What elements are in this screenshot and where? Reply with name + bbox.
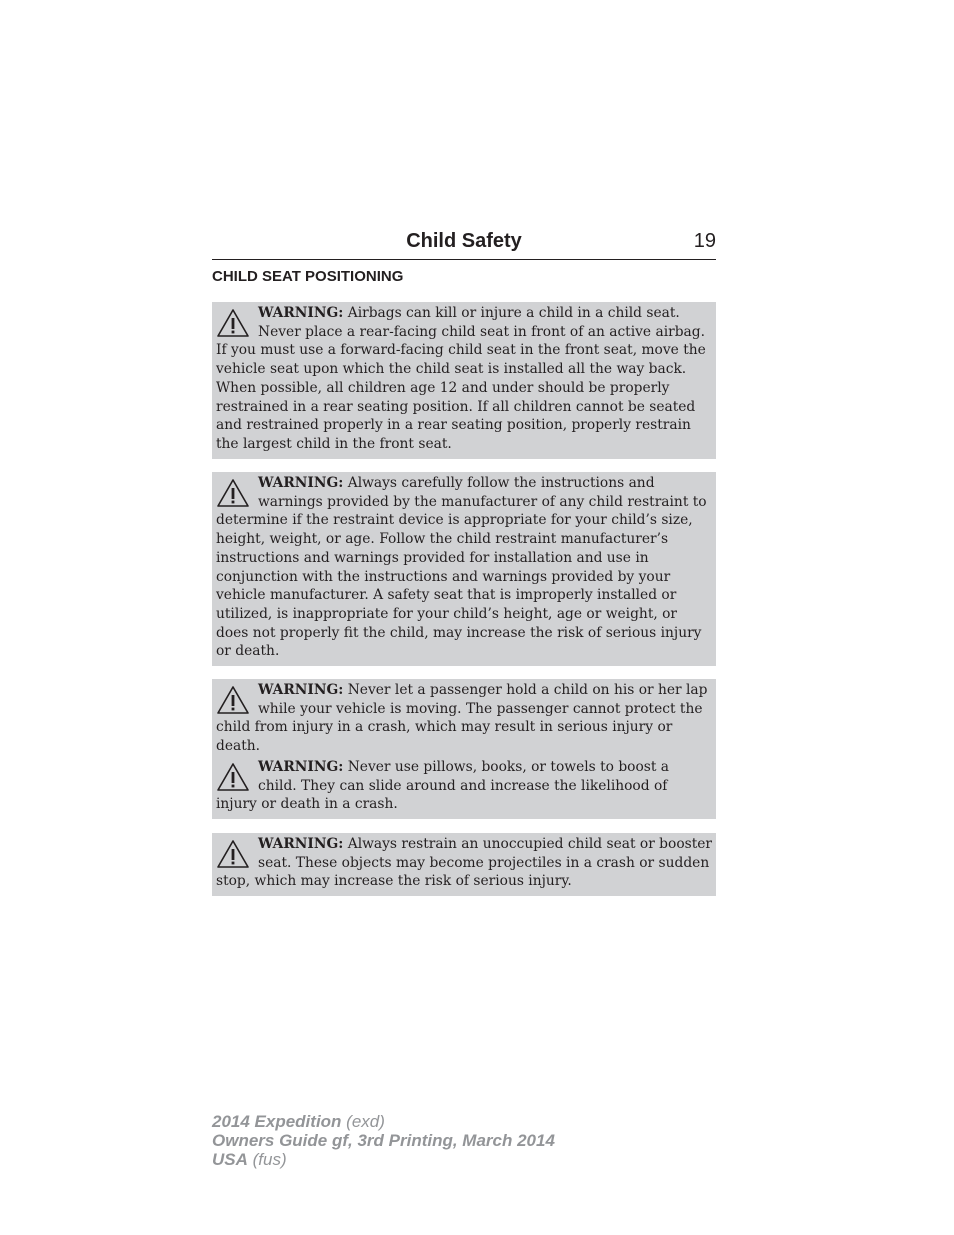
warning-box: [212, 302, 716, 459]
warning-triangle-icon: [216, 762, 250, 792]
footer-model-code: (exd): [341, 1112, 385, 1131]
warning-text: Never let a passenger hold a child on his or her lap while your vehicle is moving. The passenger cannot protect the child from injury in a crash, which may result in serious injury or death.: [216, 682, 708, 755]
warning-triangle-icon: [216, 308, 250, 338]
document-footer: [212, 1112, 555, 1169]
warning-label: WARNING:: [258, 682, 344, 698]
warning-box: [212, 472, 716, 666]
warning-text: Airbags can kill or injure a child in a child seat. Never place a rear-facing child seat in front of an active airbag. If you must use a forward-facing child seat in the front seat, move the vehicle seat upon which the child seat is installed all the way back. When possible, all children age 12 and under should be properly restrained in a rear seating position. If all children cannot be seated and restrained properly in a rear seating position, properly restrain the largest child in the front seat.: [216, 305, 706, 452]
warning-label: WARNING:: [258, 836, 344, 852]
footer-market: USA: [212, 1150, 248, 1169]
warning-triangle-icon: [216, 685, 250, 715]
footer-model-name: 2014 Expedition: [212, 1112, 342, 1131]
warning-triangle-icon: [216, 478, 250, 508]
warning-text: Always restrain an unoccupied child seat or booster seat. These objects may become projectiles in a crash or sudden stop, which may increase the risk of serious injury.: [216, 836, 713, 890]
footer-line-market: [212, 1150, 555, 1169]
warning-text: Always carefully follow the instructions and warnings provided by the manufacturer of any child restraint to determine if the restraint device is appropriate for your child’s size, height, weight, or age. Follow the child restraint manufacturer’s instructions and warnings provided for installation and use in conjunction with the instructions and warnings provided by your vehicle manufacturer. A safety seat that is improperly installed or utilized, is inappropriate for your child’s height, age or weight, or does not properly fit the child, may increase the risk of serious injury or death.: [216, 475, 707, 660]
warning-triangle-icon: [216, 839, 250, 869]
warning-label: WARNING:: [258, 759, 344, 775]
warning-label: WARNING:: [258, 305, 344, 321]
warning-text: Never use pillows, books, or towels to boost a child. They can slide around and increase the likelihood of injury or death in a crash.: [216, 759, 670, 813]
footer-line-printing: [212, 1131, 555, 1150]
footer-printing-info: Owners Guide gf, 3rd Printing, March 2014: [212, 1131, 555, 1150]
page-header: [212, 228, 716, 260]
chapter-title: Child Safety: [406, 230, 522, 252]
footer-line-model: [212, 1112, 555, 1131]
page-number: 19: [693, 230, 716, 252]
warning-box: [212, 756, 716, 819]
footer-market-code: (fus): [247, 1150, 287, 1169]
warning-box: [212, 833, 716, 896]
warning-box: [212, 679, 716, 761]
warning-label: WARNING:: [258, 475, 344, 491]
section-heading: CHILD SEAT POSITIONING: [212, 268, 404, 285]
